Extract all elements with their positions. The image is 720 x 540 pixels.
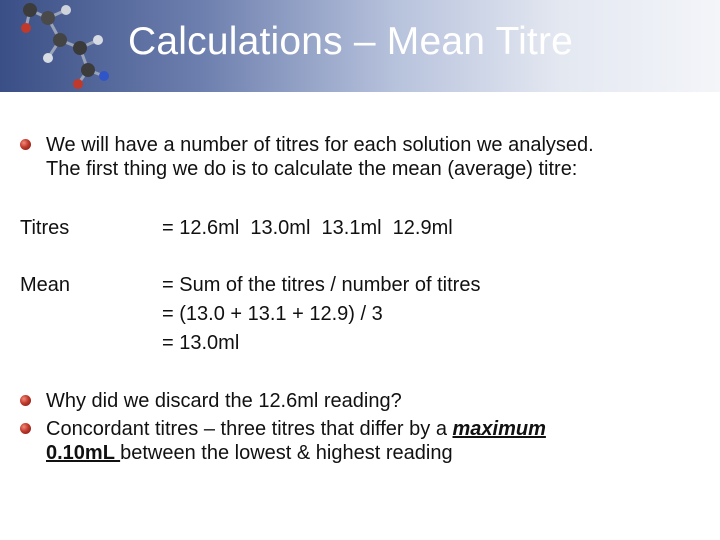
mean-line-3: = 13.0ml — [162, 332, 240, 354]
mean-line-1: = Sum of the titres / number of titres — [162, 274, 481, 296]
maximum-emphasis: maximum — [452, 418, 546, 440]
concordant-text: Concordant titres – three titres that differ by a — [46, 418, 453, 440]
sphere-bullet-icon — [20, 423, 31, 434]
range-text: between the lowest & highest reading — [120, 442, 453, 464]
titres-label: Titres — [20, 217, 70, 239]
intro-line-2: The first thing we do is to calculate the mean (average) titre: — [46, 158, 578, 180]
mean-label: Mean — [20, 274, 71, 296]
header-banner — [0, 0, 720, 92]
molecule-icon — [8, 0, 118, 92]
mean-line-2: = (13.0 + 13.1 + 12.9) / 3 — [162, 303, 383, 325]
question-line-2 — [46, 417, 546, 441]
question-line-3 — [46, 441, 453, 465]
sphere-bullet-icon — [20, 395, 31, 406]
tolerance-emphasis: 0.10mL — [46, 442, 121, 464]
intro-line-1: We will have a number of titres for each solution we analysed. — [46, 134, 594, 156]
titres-value: = 12.6ml 13.0ml 13.1ml 12.9ml — [162, 217, 453, 239]
question-line-1: Why did we discard the 12.6ml reading? — [46, 390, 402, 412]
sphere-bullet-icon — [20, 139, 31, 150]
slide-title: Calculations – Mean Titre — [128, 20, 574, 63]
